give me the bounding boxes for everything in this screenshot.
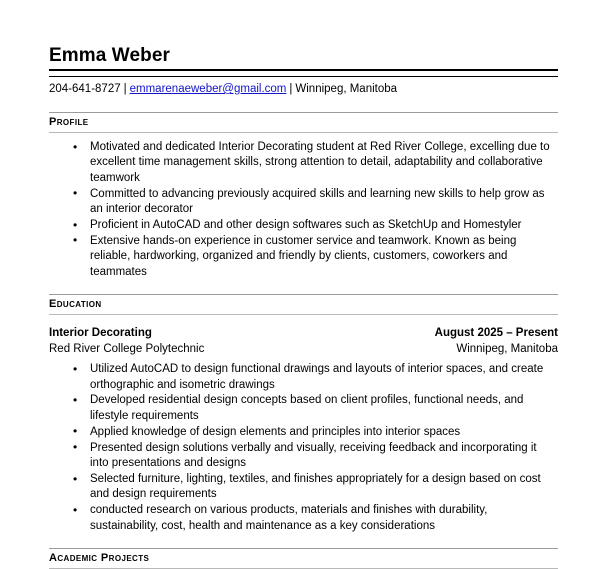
section-header-academic-projects <box>49 548 558 569</box>
section-title-education: Education <box>49 298 102 311</box>
education-entry <box>49 326 558 534</box>
list-item: • Committed to advancing previously acquired skills and learning new skills to help grow as an interior decorator <box>49 187 558 218</box>
education-location: Winnipeg, Manitoba <box>456 342 558 355</box>
section-title-academic-projects: Academic Projects <box>49 552 150 565</box>
list-item: • conducted research on various products, materials and finishes with durability, sustainability, cost, health and maintenance as a key considerations <box>49 503 558 534</box>
contact-separator-1: | <box>123 83 127 95</box>
list-item: • Motivated and dedicated Interior Decorating student at Red River College, excelling due to excellent time management skills, strong attention to detail, adaptability and collaborative teamwork <box>49 140 558 186</box>
education-entry-secondary-row <box>49 342 558 358</box>
education-dates: August 2025 – Present <box>434 327 558 340</box>
section-title-profile: Profile <box>49 116 89 128</box>
education-bullet-list <box>49 362 558 534</box>
list-item: • Applied knowledge of design elements and principles into interior spaces <box>49 425 558 440</box>
list-item: • Extensive hands-on experience in customer service and teamwork. Known as being reliable, hardworking, organized and friendly by clients, customers, coworkers and teammates <box>49 234 558 280</box>
contact-separator-2: | <box>289 83 293 95</box>
profile-bullet-list <box>49 140 558 280</box>
list-item: • Selected furniture, lighting, textiles, and finishes appropriately for a design based on cost and design requirements <box>49 472 558 503</box>
email-link[interactable]: emmarenaeweber@gmail.com <box>129 83 287 95</box>
list-item: • Utilized AutoCAD to design functional drawings and layouts of interior spaces, and create orthographic and isometric drawings <box>49 362 558 393</box>
page-title: Emma Weber <box>49 45 171 66</box>
list-item: • Developed residential design concepts based on client profiles, functional needs, and lifestyle requirements <box>49 393 558 424</box>
education-entry-primary-row <box>49 326 558 342</box>
location-text: Winnipeg, Manitoba <box>295 83 398 95</box>
name-divider <box>49 69 558 77</box>
section-header-education <box>49 294 558 315</box>
phone-number: 204-641-8727 <box>49 83 121 95</box>
list-item: • Presented design solutions verbally and visually, receiving feedback and incorporating it into presentations and designs <box>49 441 558 472</box>
section-header-profile <box>49 112 558 133</box>
education-program-title: Interior Decorating <box>49 327 152 340</box>
contact-line <box>49 82 558 98</box>
education-institution: Red River College Polytechnic <box>49 342 205 355</box>
list-item: • Proficient in AutoCAD and other design softwares such as SketchUp and Homestyler <box>49 218 558 233</box>
